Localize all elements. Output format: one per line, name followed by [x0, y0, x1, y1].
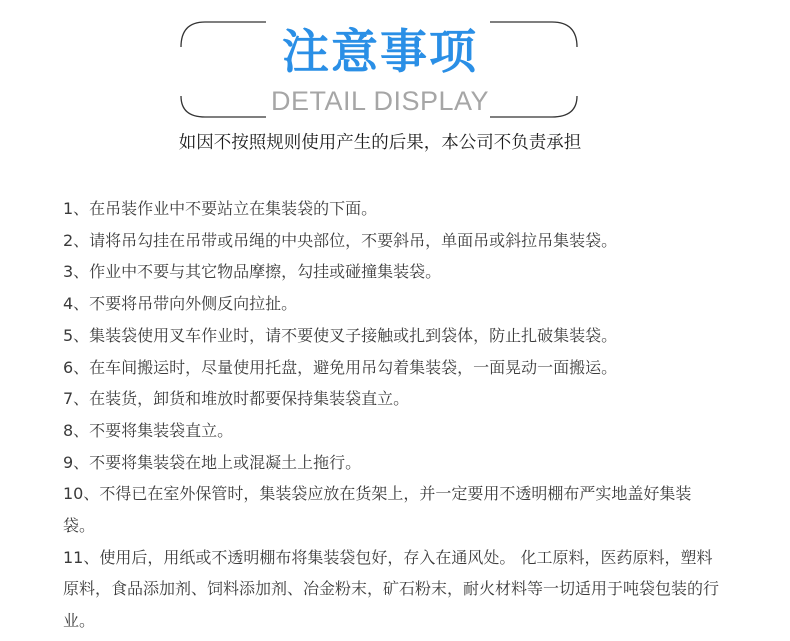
note-item-6: 6、在车间搬运时，尽量使用托盘，避免用吊勾着集装袋，一面晃动一面搬运。: [63, 357, 618, 377]
note-item-5: 5、集装袋使用叉车作业时，请不要使叉子接触或扎到袋体，防止扎破集装袋。: [63, 325, 618, 345]
note-item-7: 7、在装货，卸货和堆放时都要保持集装袋直立。: [63, 389, 410, 409]
note-item-1: 1、在吊装作业中不要站立在集装袋的下面。: [63, 199, 378, 218]
disclaimer-text: 如因不按照规则使用产生的后果，本公司不负责承担: [178, 133, 582, 153]
note-item-10: 10、不得已在室外保管时，集装袋应放在货架上，并一定要用不透明棚布严实地盖好集装袋。: [63, 484, 692, 536]
note-item-3: 3、作业中不要与其它物品摩擦，勾挂或碰撞集装袋。: [63, 262, 442, 282]
note-item-2: 2、请将吊勾挂在吊带或吊绳的中央部位，不要斜吊，单面吊或斜拉吊集装袋。: [63, 230, 618, 250]
page-subtitle: DETAIL DISPLAY: [270, 86, 490, 116]
note-item-4: 4、不要将吊带向外侧反向拉扯。: [63, 294, 298, 314]
note-item-11: 11、使用后，用纸或不透明棚布将集装袋包好，存入在通风处。 化工原料，医药原料，塑料原料，食品添加剂、饲料添加剂、冶金粉末，矿石粉末，耐火材料等一切适用于吨袋包装的行业。: [63, 547, 720, 631]
page-title: 注意事项: [282, 25, 478, 80]
note-item-9: 9、不要将集装袋在地上或混凝土上拖行。: [63, 452, 362, 472]
note-item-8: 8、不要将集装袋直立。: [63, 420, 234, 440]
notes-list: [63, 193, 723, 637]
